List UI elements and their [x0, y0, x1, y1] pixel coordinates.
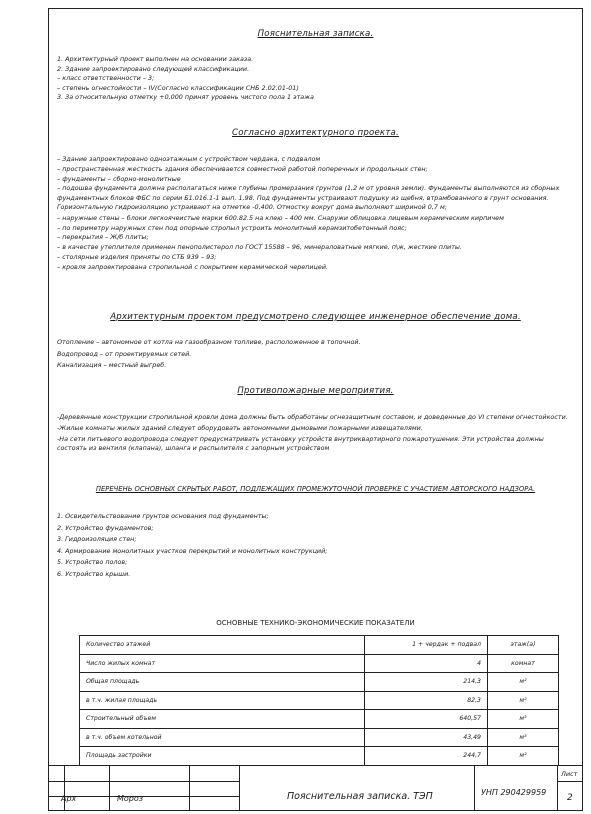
fire-item: -На сети питьевого водопровода следует предусматривать установку устройств внутриквартирного пожаротушения. Эти устройства должны состоять из вентиля (клапана), шланга и распылителя с запорным устройством — [57, 435, 544, 453]
arch-item: – Здание запроектировано одноэтажным с устройством чердака, с подвалом — [57, 155, 321, 163]
title-explanatory-note: Пояснительная записка. — [257, 29, 374, 39]
title-arch-project: Согласно архитектурного проекта. — [232, 128, 399, 138]
tep-value: 244,7 — [365, 747, 488, 766]
tep-value: 1 + чердак + подвал — [365, 636, 488, 655]
stamp-arch: Арх — [61, 794, 77, 803]
tep-row — [80, 728, 559, 747]
hidden-item: 3. Гидроизоляция стен; — [57, 535, 137, 543]
stamp-code: УНП 290429959 — [481, 788, 547, 797]
tep-row — [80, 636, 559, 655]
tep-unit: м³ — [488, 710, 559, 729]
hidden-item: 6. Устройство крыши. — [57, 569, 131, 578]
intro-item: – степень огнестойкости – IV(Согласно классификации СНБ 2.02.01-01) — [57, 83, 299, 92]
tep-value: 640,57 — [365, 710, 488, 729]
drawing-sheet — [48, 8, 583, 811]
arch-item: – столярные изделия приняты по СТБ 939 – 93; — [57, 253, 217, 261]
eng-item: Отопление – автономное от котла на газообразном топливе, расположенное в топочной. — [57, 338, 361, 346]
title-hidden-works: ПЕРЕЧЕНЬ ОСНОВНЫХ СКРЫТЫХ РАБОТ, ПОДЛЕЖАЩИХ ПРОМЕЖУТОЧНОЙ ПРОВЕРКЕ С УЧАСТИЕМ АВТОРСКОГО НАДЗОРА. — [95, 485, 536, 493]
intro-item: 3. За относительную отметку +0,000 принят уровень чистого пола 1 этажа — [57, 93, 314, 102]
tep-table — [79, 635, 559, 766]
arch-item: – фундаменты – сборно-монолитные — [57, 174, 181, 183]
stamp-doc-title: Пояснительная записка. ТЭП — [287, 791, 433, 802]
tep-title: ОСНОВНЫЕ ТЕХНИКО-ЭКОНОМИЧЕСКИЕ ПОКАЗАТЕЛИ — [216, 619, 415, 627]
intro-item: 1. Архитектурный проект выполнен на основании заказа. — [57, 55, 254, 63]
tep-param: в т.ч. жилая площадь — [80, 691, 365, 710]
tep-value: 214,3 — [365, 673, 488, 692]
hidden-item: 4. Армирование монолитных участков перекрытий и монолитных конструкций; — [57, 546, 328, 555]
tep-unit: м³ — [488, 728, 559, 747]
title-block — [49, 765, 582, 811]
fire-item: -Жилые комнаты жилых зданий следует оборудовать автономными дымовыми пожарными извещателями. — [57, 424, 423, 432]
tep-value: 43,49 — [365, 728, 488, 747]
arch-item: – наружные стены – блоки легкоячеистые марки 600.82.5 на клею – 400 мм. Снаружи облицовка лицевым керамическим кирпичем — [57, 213, 504, 222]
arch-item: – в качестве утеплителя применен пенополистерол по ГОСТ 15588 – 96, минераловатные мягкие, п\ж, жесткие плиты. — [57, 243, 463, 252]
arch-item: – кровля запроектирована стропильной с покрытием керамической черепицей. — [57, 262, 329, 271]
title-engineering: Архитектурным проектом предусмотрено следующее инженерное обеспечение дома. — [110, 312, 521, 322]
intro-item: 2. Здание запроектировано следующей классификации. — [57, 64, 250, 73]
tep-row — [80, 747, 559, 766]
stamp-name: Мороз — [117, 794, 144, 803]
tep-param: Площадь застройки — [80, 747, 365, 766]
tep-param: Число жилых комнат — [80, 654, 365, 673]
tep-row — [80, 673, 559, 692]
tep-unit: комнат — [488, 654, 559, 673]
title-fire-safety: Противопожарные мероприятия. — [237, 386, 394, 396]
arch-item: – перекрытия – Ж/б плиты; — [57, 233, 149, 242]
tep-unit: м² — [488, 691, 559, 710]
tep-row — [80, 654, 559, 673]
tep-row — [80, 691, 559, 710]
tep-value: 82,3 — [365, 691, 488, 710]
tep-param: Количество этажей — [80, 636, 365, 655]
hidden-item: 1. Освидетельствование грунтов основания под фундаменты; — [57, 512, 269, 520]
tep-value: 4 — [365, 654, 488, 673]
eng-item: Канализация – местный выгреб. — [57, 361, 167, 369]
arch-item: – подошва фундамента должна располагаться ниже глубины промерзания грунтов (1,2 м от уровня земли). Фундаменты выполняются из сборных фундаментных блоков ФБС по серии Б1.016.1-1 вып. 1,98. Под фундаменты устраивают подушку из щебня, втрамбованного в грунт основания. Горизонтальную гидроизоляцию устраивают на отметке -0,400. Отмостку вокруг дома выполняют шириной 0,7 м; — [57, 184, 560, 211]
tep-param: в т.ч. объем котельной — [80, 728, 365, 747]
hidden-item: 5. Устройство полов; — [57, 558, 128, 566]
tep-param: Строительный объем — [80, 710, 365, 729]
tep-unit: м² — [488, 747, 559, 766]
tep-unit: м² — [488, 673, 559, 692]
tep-unit: этаж(а) — [488, 636, 559, 655]
hidden-item: 2. Устройство фундаментов; — [57, 523, 154, 532]
stamp-sheet-label: Лист — [561, 770, 578, 778]
arch-item: – по периметру наружных стен под опорные стропыл устроить монолитный керамзитобетонный пояс; — [57, 223, 407, 232]
tep-param: Общая площадь — [80, 673, 365, 692]
eng-item: Водопровод – от проектируемых сетей. — [57, 349, 192, 358]
intro-item: – класс ответственности – 3; — [57, 74, 155, 83]
arch-item: – пространственная жесткость здания обеспечивается совместной работой поперечных и продольных стен; — [57, 164, 428, 173]
stamp-sheet-number: 2 — [567, 793, 573, 803]
tep-row — [80, 710, 559, 729]
fire-item: -Деревянные конструкции стропильной кровли дома должны быть обработаны огнезащитным составом, и доведенные до VI степени огнестойкости. — [57, 413, 568, 421]
